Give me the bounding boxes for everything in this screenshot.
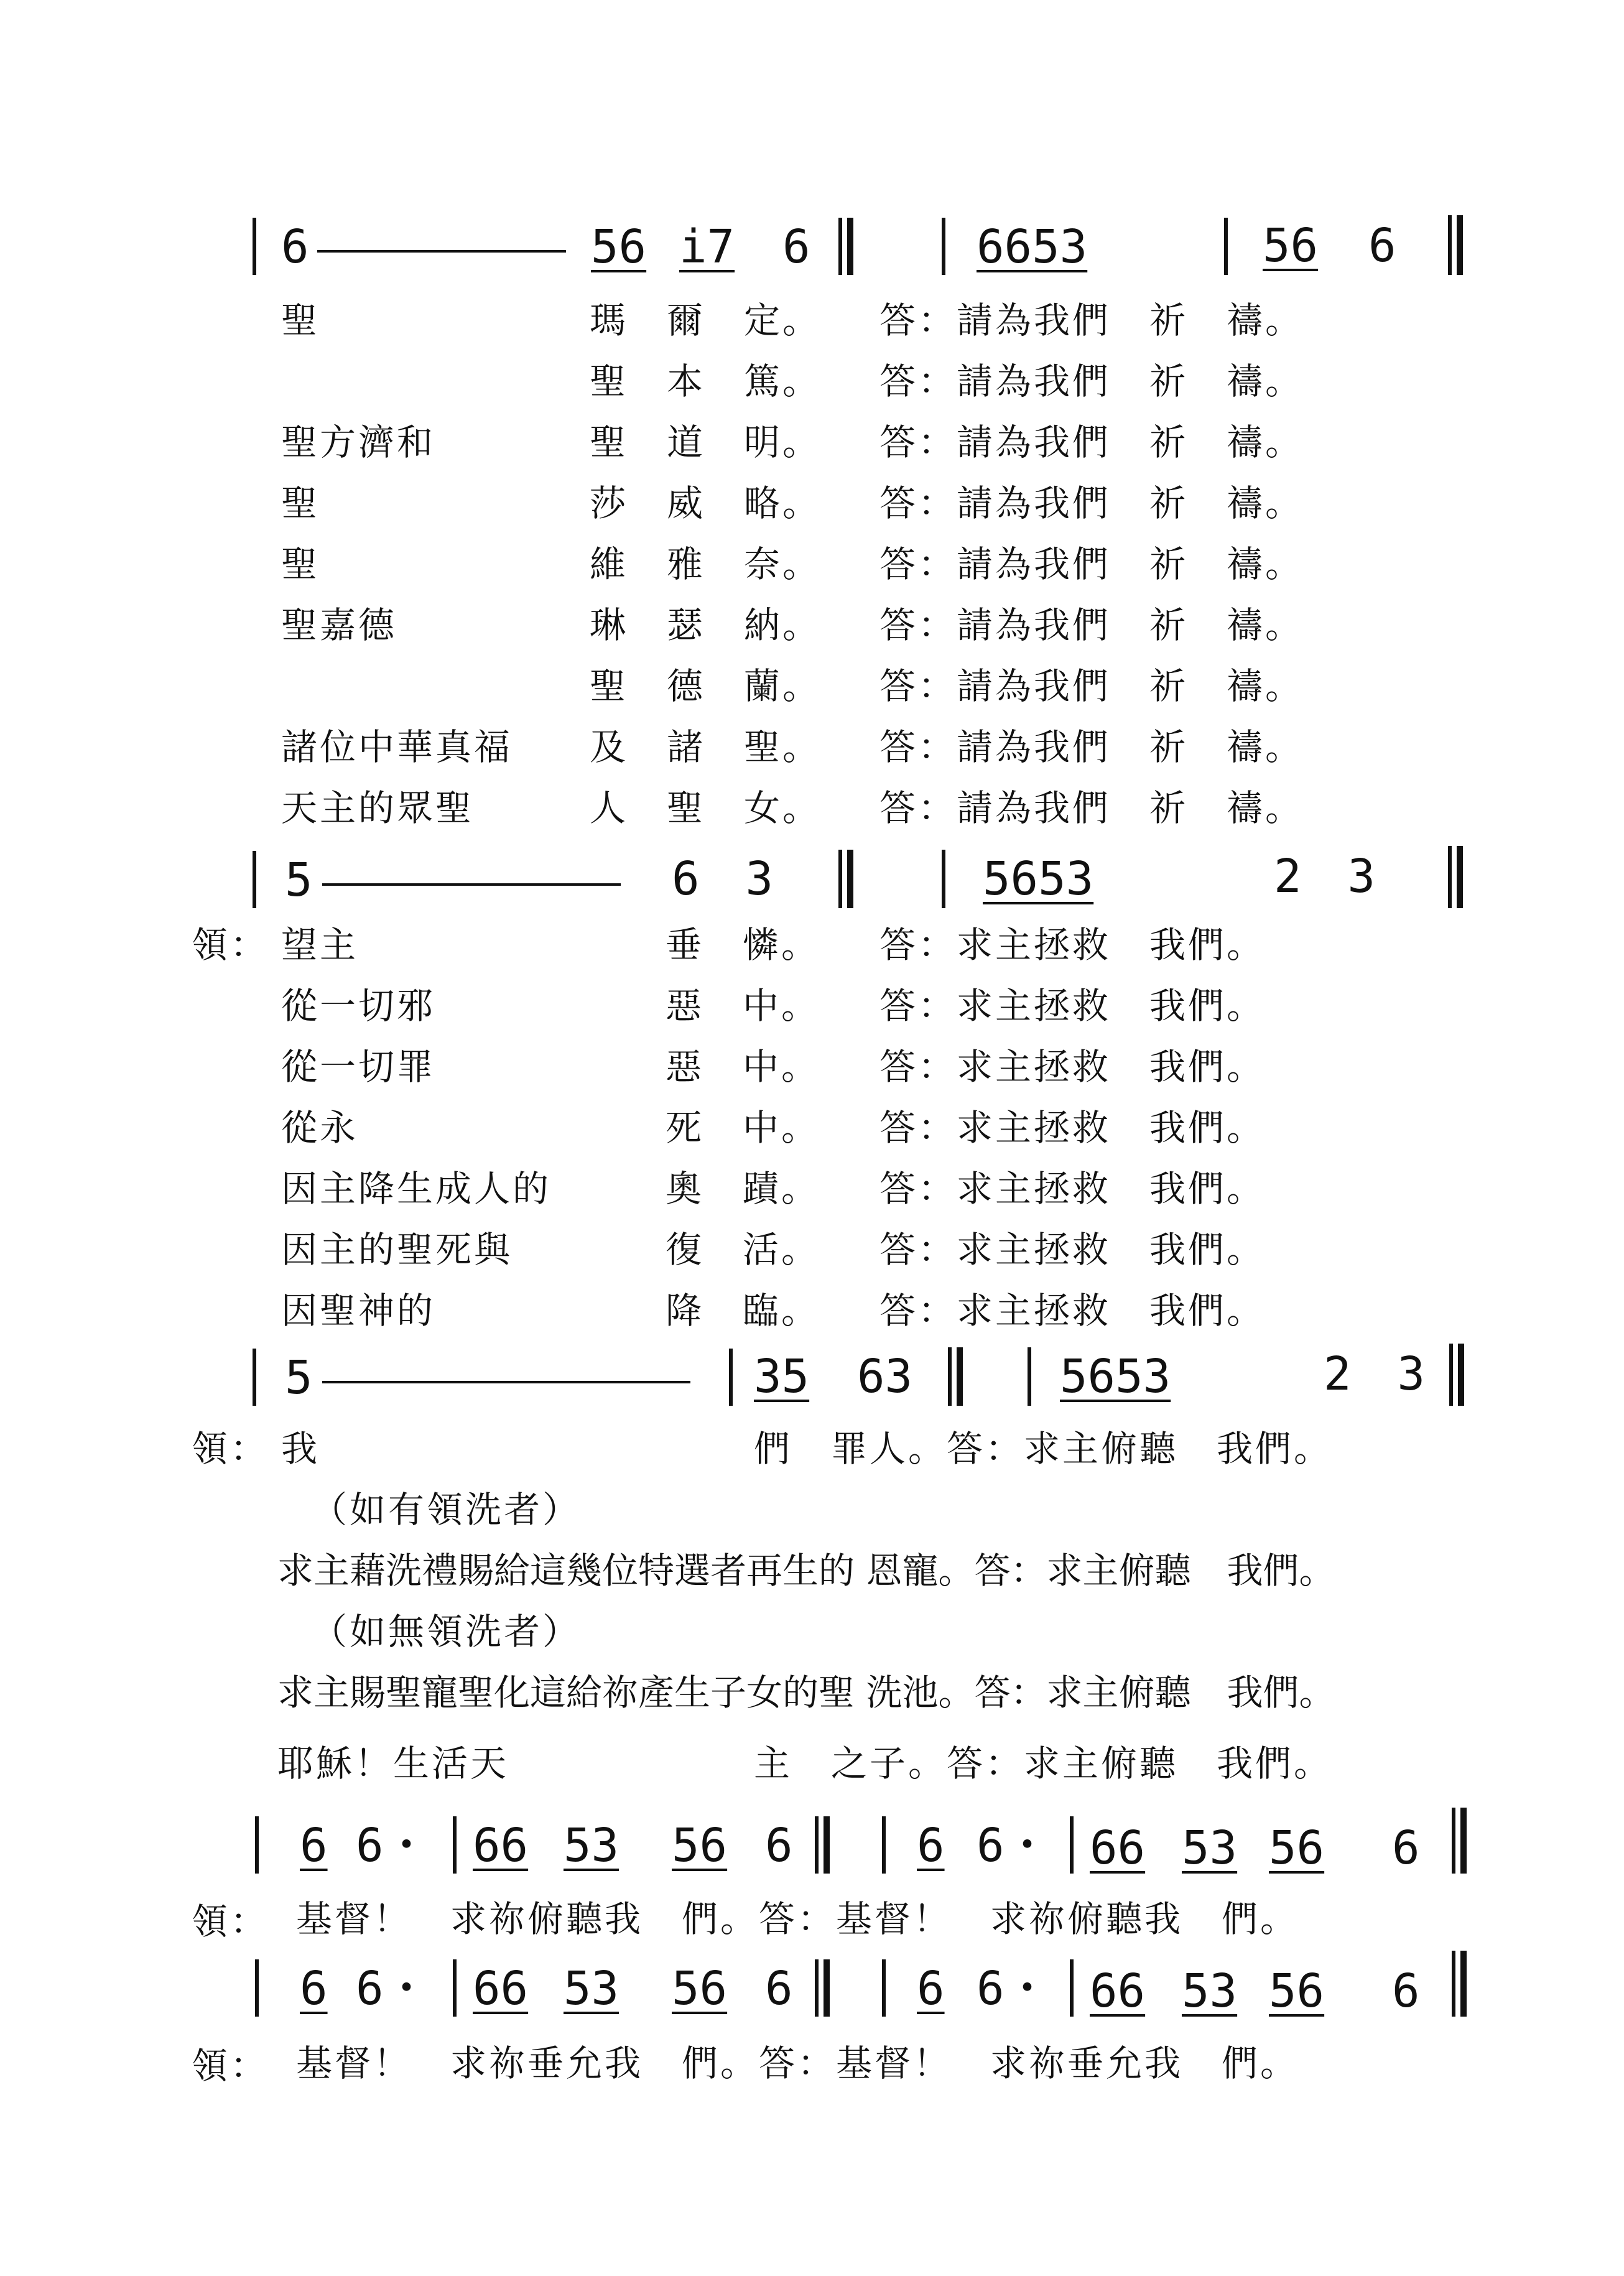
note-group: 56: [591, 220, 647, 274]
lyric-mid: 奧 蹟。: [666, 1168, 820, 1210]
note: 63: [857, 1350, 913, 1403]
lyric-response: 答：請為我們 祈 禱。: [879, 299, 1304, 341]
lyric-lead: 從一切邪: [281, 985, 436, 1027]
rubric-note: （如有領洗者）: [311, 1489, 582, 1531]
note-group: 5653: [983, 852, 1094, 906]
lyric-saint: 瑪 爾 定。: [590, 299, 822, 341]
note-group: 53: [1182, 1821, 1238, 1875]
lyric-lead: 聖方濟和: [281, 421, 436, 463]
lyric-lead: 望主: [281, 924, 359, 966]
note-group: 56: [672, 1962, 728, 2015]
lyric-mid: 降 臨。: [666, 1289, 820, 1332]
lyric-lead: 從一切罪: [281, 1046, 436, 1088]
lyric-lead: 諸位中華真福: [281, 726, 513, 768]
lyric-saint: 聖 本 篤。: [590, 360, 822, 402]
lyric-response: 答：求主拯救 我們。: [879, 924, 1266, 966]
lyric-response: 答：請為我們 祈 禱。: [879, 421, 1304, 463]
note: 6: [300, 1962, 328, 2015]
note-group: 56: [1269, 1964, 1325, 2018]
lyric-full-line: 基督！ 求祢垂允我 們。答：基督！ 求祢垂允我 們。: [296, 2042, 1299, 2084]
lyric-response: 主 之子。答：求主俯聽 我們。: [754, 1742, 1333, 1785]
note-group: 56: [672, 1819, 728, 1872]
note: 6・: [356, 1819, 430, 1872]
leader-label: 領：: [192, 2045, 269, 2087]
note-group: 66: [473, 1819, 529, 1872]
note: 6・: [977, 1962, 1051, 2015]
lyric-lead: 耶穌！生活天: [277, 1742, 509, 1785]
note-group: 35: [754, 1350, 810, 1403]
note-group: 53: [1182, 1964, 1238, 2018]
note: 6・: [977, 1819, 1051, 1872]
note: 2 3: [1324, 1347, 1426, 1401]
lyric-lead: 因聖神的: [281, 1289, 436, 1332]
lyric-response: 答：請為我們 祈 禱。: [879, 482, 1304, 524]
lyric-lead: 聖: [281, 299, 320, 341]
lyric-response: 答：請為我們 祈 禱。: [879, 665, 1304, 707]
lyric-saint: 維 雅 奈。: [590, 543, 822, 585]
lyric-mid: 死 中。: [666, 1107, 820, 1149]
lyric-saint: 人 聖 女。: [590, 787, 822, 829]
lyric-response: 答：求主拯救 我們。: [879, 1229, 1266, 1271]
lyric-response: 答：請為我們 祈 禱。: [879, 604, 1304, 646]
note: 6: [917, 1962, 945, 2015]
note: 6: [281, 220, 309, 274]
lyric-saint: 及 諸 聖。: [590, 726, 822, 768]
lyric-mid: 惡 中。: [666, 1046, 820, 1088]
note-group: 66: [473, 1962, 529, 2015]
note: 6 3: [672, 852, 774, 906]
lyric-full-line: 求主藉洗禮賜給這幾位特選者再生的 恩寵。答：求主俯聽 我們。: [277, 1549, 1335, 1592]
lyric-lead: 天主的眾聖: [281, 787, 475, 829]
note: 6・: [356, 1962, 430, 2015]
lyric-response: 答：求主拯救 我們。: [879, 1168, 1266, 1210]
lyric-response: 答：求主拯救 我們。: [879, 1046, 1266, 1088]
lyric-saint: 莎 威 略。: [590, 482, 822, 524]
lyric-response: 們 罪人。答：求主俯聽 我們。: [754, 1428, 1333, 1470]
note: 6: [765, 1962, 793, 2015]
lyric-lead: 我: [281, 1428, 320, 1470]
leader-label: 領：: [192, 924, 269, 966]
note: 6: [917, 1819, 945, 1872]
note: 6: [765, 1819, 793, 1872]
note-group: 5653: [1060, 1350, 1171, 1403]
note: 6: [1392, 1821, 1420, 1875]
lyric-response: 答：請為我們 祈 禱。: [879, 787, 1304, 829]
note: 6: [782, 220, 810, 274]
lyric-lead: 因主的聖死與: [281, 1229, 513, 1271]
lyric-saint: 聖 道 明。: [590, 421, 822, 463]
lyric-response: 答：請為我們 祈 禱。: [879, 360, 1304, 402]
note-group: 6653: [977, 220, 1088, 274]
lyric-lead: 聖: [281, 543, 320, 585]
lyric-mid: 惡 中。: [666, 985, 820, 1027]
lyric-mid: 垂 憐。: [666, 924, 820, 966]
lyric-full-line: 求主賜聖寵聖化這給祢產生子女的聖 洗池。答：求主俯聽 我們。: [277, 1671, 1335, 1714]
lyric-saint: 琳 瑟 納。: [590, 604, 822, 646]
lyric-response: 答：請為我們 祈 禱。: [879, 726, 1304, 768]
leader-label: 領：: [192, 1428, 269, 1470]
lyric-response: 答：請為我們 祈 禱。: [879, 543, 1304, 585]
note: 5: [285, 1351, 313, 1405]
lyric-response: 答：求主拯救 我們。: [879, 1107, 1266, 1149]
note: 6: [1392, 1964, 1420, 2018]
note-group: 66: [1090, 1964, 1146, 2018]
note-group: 56: [1263, 219, 1319, 272]
note: 2 3: [1274, 850, 1376, 903]
note: 6: [1368, 219, 1396, 272]
lyric-lead: 聖: [281, 482, 320, 524]
note-group: i7: [679, 220, 735, 274]
lyric-mid: 復 活。: [666, 1229, 820, 1271]
note: 6: [300, 1819, 328, 1872]
note-group: 56: [1269, 1821, 1325, 1875]
note-group: 66: [1090, 1821, 1146, 1875]
lyric-response: 答：求主拯救 我們。: [879, 1289, 1266, 1332]
lyric-full-line: 基督！ 求祢俯聽我 們。答：基督！ 求祢俯聽我 們。: [296, 1898, 1299, 1940]
lyric-lead: 因主降生成人的: [281, 1168, 552, 1210]
lyric-lead: 從永: [281, 1107, 359, 1149]
rubric-note: （如無領洗者）: [311, 1610, 582, 1653]
lyric-lead: 聖嘉德: [281, 604, 397, 646]
leader-label: 領：: [192, 1900, 269, 1943]
lyric-response: 答：求主拯救 我們。: [879, 985, 1266, 1027]
note: 5: [285, 853, 313, 907]
note-group: 53: [564, 1819, 619, 1872]
note-group: 53: [564, 1962, 619, 2015]
lyric-saint: 聖 德 蘭。: [590, 665, 822, 707]
